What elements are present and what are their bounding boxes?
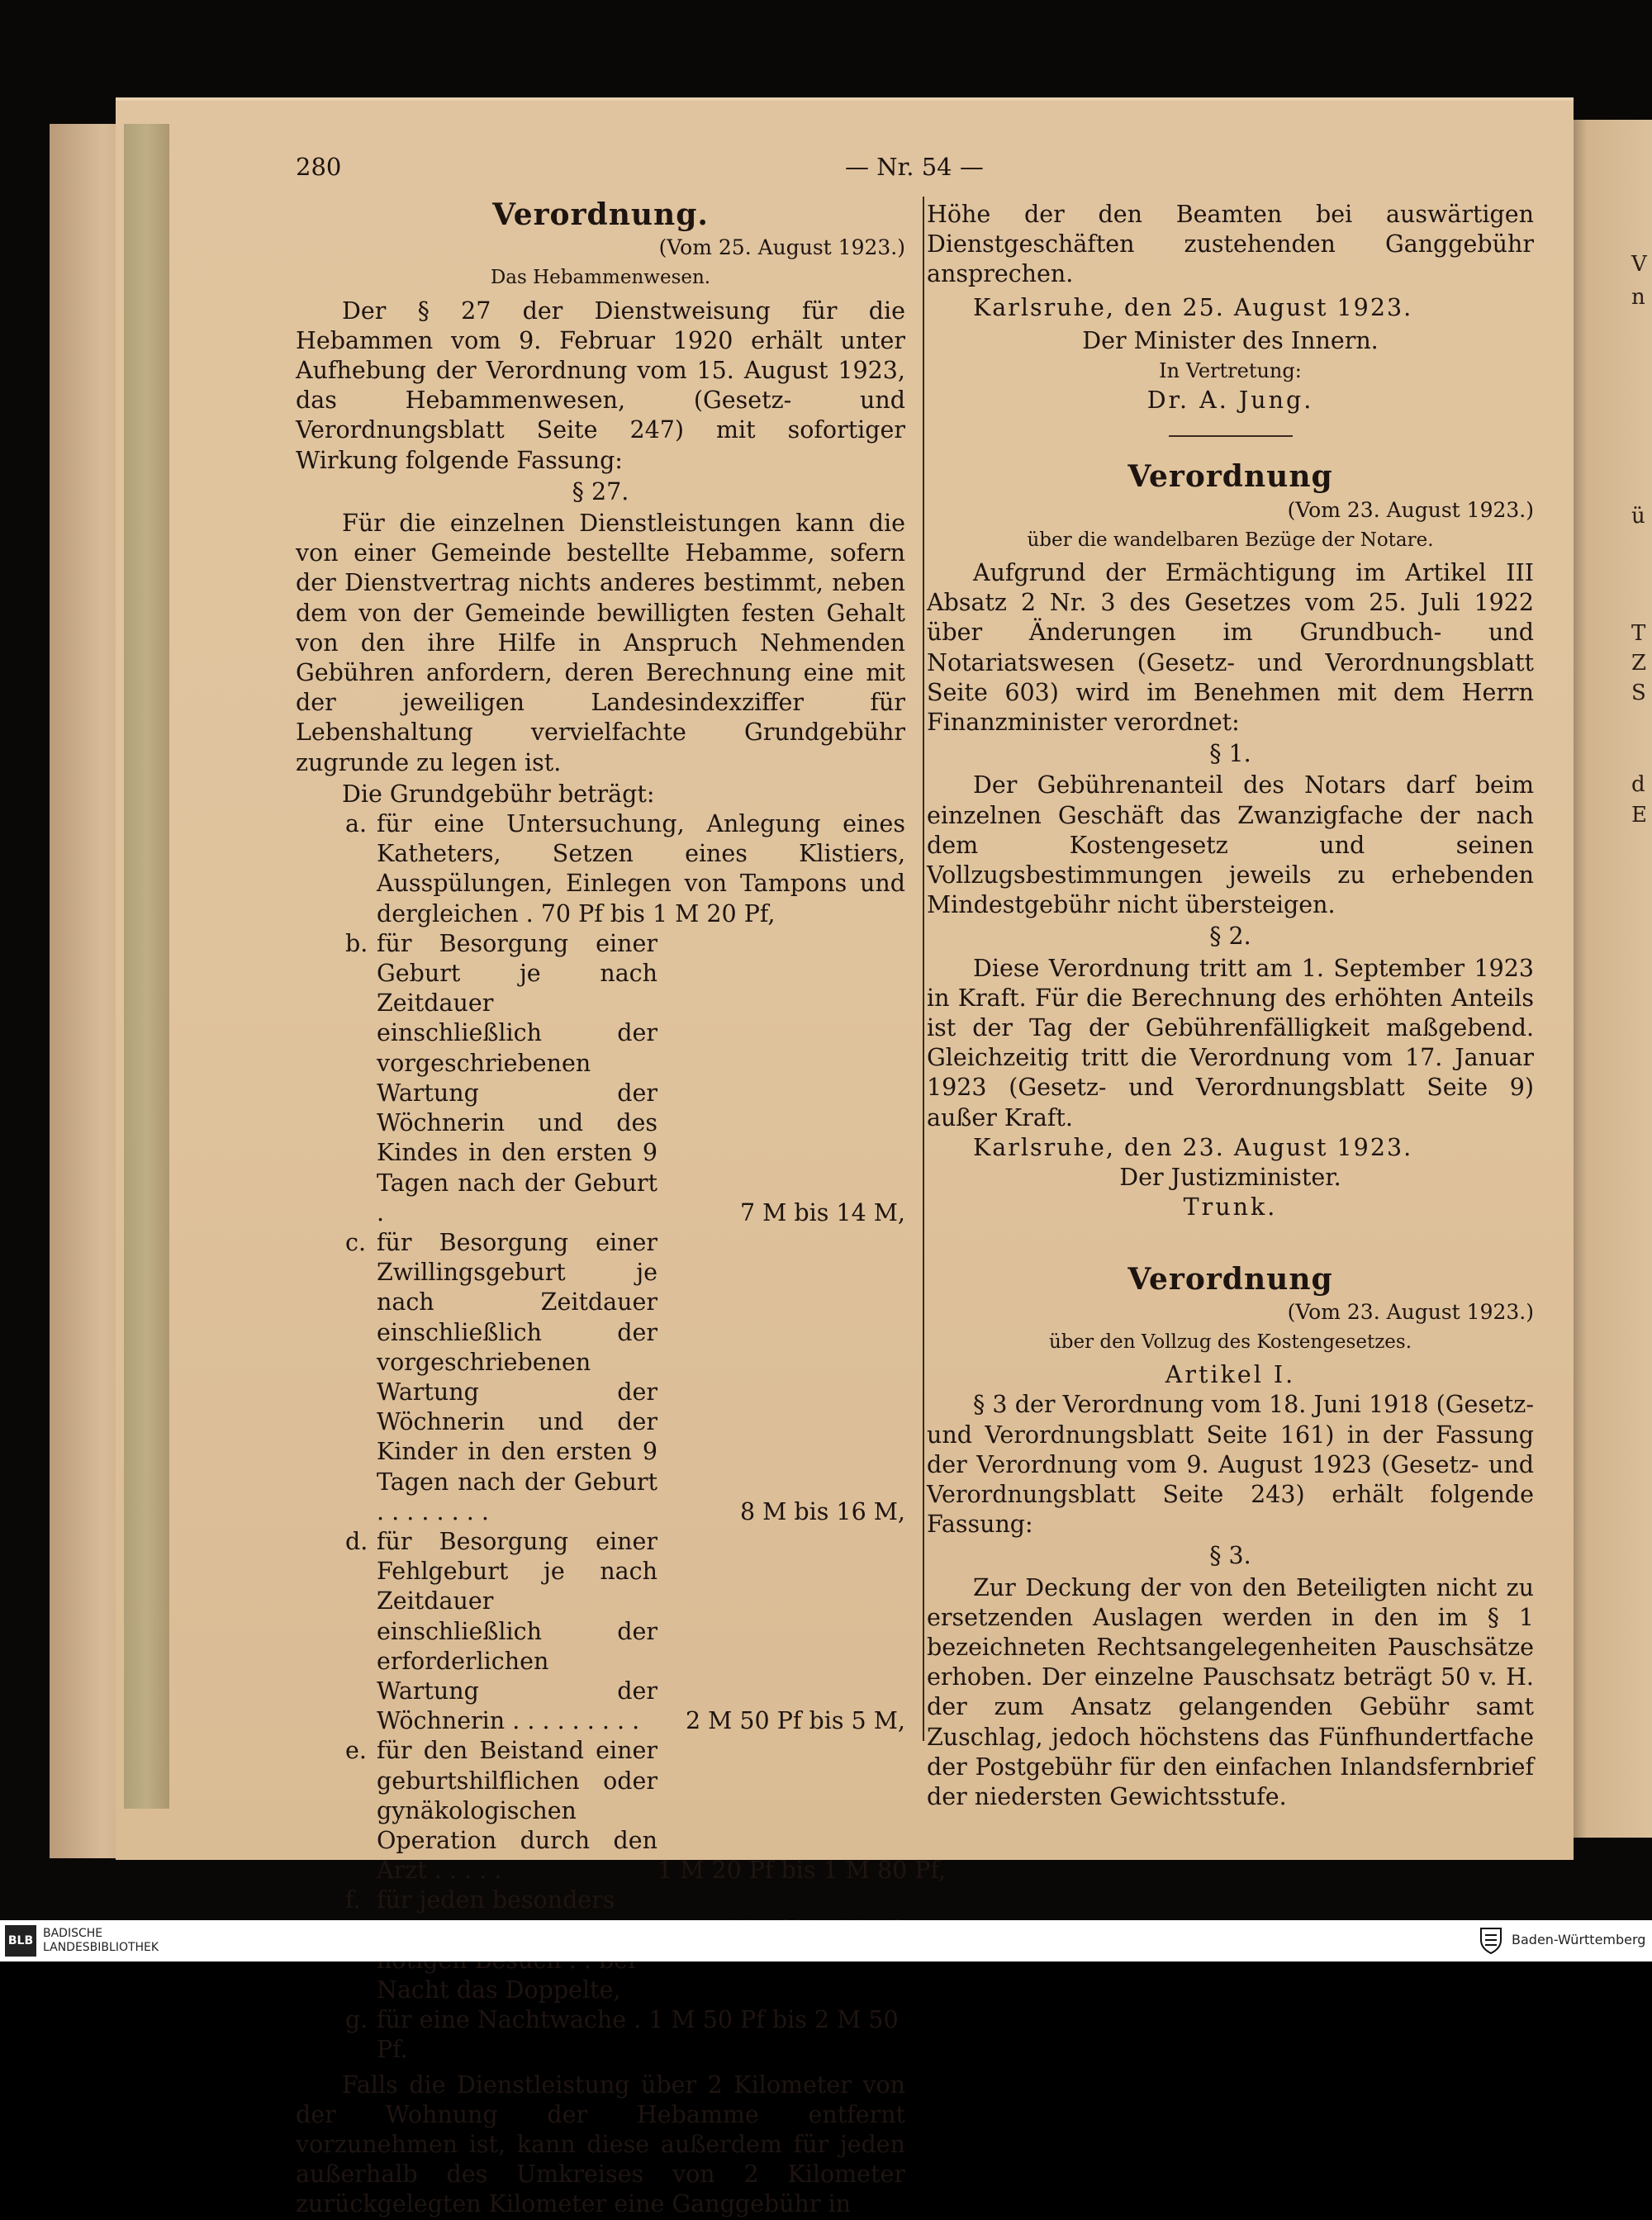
decree-intro: Aufgrund der Ermächtigung im Artikel III Absatz 2 Nr. 3 des Gesetzes vom 25. Juli 1922 über Änderungen im Grundbuch- und Notariatswesen (Gesetz- und Verordnungsblatt Seite 603) wird im Benehmen mit dem Herrn Finanzminister verordnet: bbox=[927, 559, 1534, 737]
signatory-role: Der Justizminister. bbox=[1119, 1164, 1341, 1192]
fee-intro: Die Grundgebühr beträgt: bbox=[342, 780, 655, 808]
coat-of-arms-icon bbox=[1479, 1927, 1503, 1955]
signatory-representation: In Vertretung: bbox=[1159, 359, 1302, 383]
section-sign: § 27. bbox=[572, 477, 629, 505]
decree-closing: Falls die Dienstleistung über 2 Kilometer von der Wohnung der Hebamme entfernt vorzunehmen ist, kann diese außerdem für jeden außerhalb des Umkreises von 2 Kilometer zurückgelegten Kilometer eine Ganggebühr in bbox=[296, 2071, 905, 2218]
footer-bar bbox=[0, 1920, 1652, 1961]
section-divider bbox=[1169, 435, 1293, 437]
list-item: d. für Besorgung einer Fehlgeburt je nach Zeitdauer einschließlich der erforderlichen Wartung der Wöchnerin . . . . . . . . . 2 M 50 Pf bis 5 M, bbox=[345, 1527, 905, 1736]
column-divider bbox=[923, 197, 924, 1741]
decree-title: Verordnung. bbox=[492, 197, 709, 232]
fee-list bbox=[345, 809, 947, 2066]
section-sign: § 3. bbox=[1209, 1542, 1251, 1570]
decree-date: (Vom 25. August 1923.) bbox=[658, 235, 905, 260]
list-item: c. für Besorgung einer Zwillingsgeburt je nach Zeitdauer einschließlich der vorgeschriebenen Wartung der Wöchnerin und der Kinder in den ersten 9 Tagen nach der Geburt . . . . . . . . 8 M bis 16 M, bbox=[345, 1228, 905, 1527]
list-item: b. für Besorgung einer Geburt je nach Zeitdauer einschließlich der vorgeschriebenen Wartung der Wöchnerin und des Kindes in den ersten 9 Tagen nach der Geburt . 7 M bis 14 M, bbox=[345, 929, 905, 1228]
signature-place-date: Karlsruhe, den 25. August 1923. bbox=[973, 293, 1413, 321]
library-name: BADISCHE LANDESBIBLIOTHEK bbox=[43, 1927, 159, 1954]
facing-page-fragment: V bbox=[1631, 252, 1647, 277]
blb-logo: BLB bbox=[5, 1925, 36, 1957]
continuation-text: Höhe der den Beamten bei auswärtigen Dienstgeschäften zustehenden Ganggebühr ansprechen. bbox=[927, 201, 1534, 288]
facing-page-fragment: Z bbox=[1631, 651, 1647, 676]
page-gutter bbox=[124, 124, 169, 1809]
facing-page-fragment: S bbox=[1631, 681, 1646, 705]
decree-body: Für die einzelnen Dienstleistungen kann die von einer Gemeinde bestellte Hebamme, sofern der Dienstvertrag nichts anderes bestimmt, neben dem von der Gemeinde bewilligten festen Gehalt von den ihre Hilfe in Anspruch Nehmenden Gebühren anfordern, deren Berechnung eine mit der jeweiligen Landesindexziffer für Lebenshaltung vervielfachte Grundgebühr zugrunde zu legen ist. bbox=[296, 510, 905, 776]
fee-amount: 8 M bis 16 M, bbox=[739, 1497, 905, 1525]
facing-page-fragment: n bbox=[1631, 285, 1645, 310]
decree-subject: über die wandelbaren Bezüge der Notare. bbox=[1027, 529, 1434, 551]
decree-intro: § 3 der Verordnung vom 18. Juni 1918 (Gesetz- und Verordnungsblatt Seite 161) in der Fassung der Verordnung vom 9. August 1923 (Gesetz- und Verordnungsblatt Seite 243) erhält folgende Fassung: bbox=[927, 1391, 1534, 1539]
list-item: g. für eine Nachtwache . 1 M 50 Pf bis 2 M 50 Pf. bbox=[345, 2006, 899, 2064]
right-column bbox=[927, 200, 1534, 1812]
page-number: 280 bbox=[296, 153, 342, 181]
decree-subject: über den Vollzug des Kostengesetzes. bbox=[1048, 1331, 1412, 1353]
signatory-name: Dr. A. Jung. bbox=[1146, 387, 1314, 415]
facing-page-fragment: T bbox=[1631, 621, 1646, 646]
state-name: Baden-Württemberg bbox=[1512, 1932, 1646, 1947]
list-item: f. für jeden besonders Nacht das Doppelte, bbox=[345, 1886, 905, 2005]
decree-date: (Vom 23. August 1923.) bbox=[1287, 1299, 1534, 1324]
signatory-role: Der Minister des Innern. bbox=[1082, 326, 1379, 354]
left-column bbox=[296, 197, 947, 2220]
decree-intro: Der § 27 der Dienstweisung für die Hebammen vom 9. Februar 1920 erhält unter Aufhebung der Verordnung vom 15. August 1923, das Hebammenwesen, (Gesetz- und Verordnungsblatt Seite 247) mit sofortiger Wirkung folgende Fassung: bbox=[296, 296, 905, 474]
fee-amount: 2 M 50 Pf bis 5 M, bbox=[685, 1707, 905, 1735]
fee-amount: 1 M 20 Pf bis 1 M 80 Pf, bbox=[657, 1857, 947, 1885]
decree-date: (Vom 23. August 1923.) bbox=[1287, 497, 1534, 522]
facing-page-fragment: ü bbox=[1631, 504, 1645, 529]
issue-number: — Nr. 54 — bbox=[845, 153, 984, 181]
facing-page-fragment: d bbox=[1631, 772, 1645, 797]
decree-paragraph: Diese Verordnung tritt am 1. September 1923 in Kraft. Für die Berechnung des erhöhten Anteils ist der Tag der Gebührenfälligkeit maßgebend. Gleichzeitig tritt die Verordnung vom 17. Januar 1923 (Gesetz- und Verordnungsblatt Seite 9) außer Kraft. bbox=[927, 954, 1534, 1131]
list-item: e. für den Beistand einer geburtshilflichen oder gynäkologischen Operation durch den Arzt . . . . . 1 M 20 Pf bis 1 M 80 Pf, bbox=[345, 1736, 905, 1886]
section-sign: § 2. bbox=[1209, 923, 1251, 951]
fee-amount: 7 M bis 14 M, bbox=[739, 1198, 905, 1226]
decree-paragraph: Zur Deckung der von den Beteiligten nicht zu ersetzenden Auslagen werden in den im § 1 bezeichneten Rechtsangelegenheiten Pauschsätze erhoben. Der einzelne Pauschsatz beträgt 50 v. H. der zum Ansatz gelangenden Gebühr samt Zuschlag, jedoch höchstens das Fünfhundertfache der Postgebühr für den einfachen Inlandsfernbrief der niedersten Gewichtsstufe. bbox=[927, 1573, 1534, 1810]
section-sign: § 1. bbox=[1209, 740, 1251, 768]
decree-title: Verordnung bbox=[1127, 1261, 1333, 1297]
list-item: a. für eine Untersuchung, Anlegung eines Katheters, Setzen eines Klistiers, Ausspülungen, Einlegen von Tampons und dergleichen . 70 Pf bis 1 M 20 Pf, bbox=[345, 810, 905, 927]
decree-subject: Das Hebammenwesen. bbox=[490, 267, 711, 289]
facing-page bbox=[1565, 120, 1652, 1838]
decree-title: Verordnung bbox=[1127, 459, 1333, 495]
signatory-name: Trunk. bbox=[1183, 1193, 1278, 1221]
facing-page-fragment: E bbox=[1631, 803, 1647, 828]
article-heading: Artikel I. bbox=[1165, 1361, 1296, 1389]
signature-place-date: Karlsruhe, den 23. August 1923. bbox=[973, 1133, 1413, 1161]
decree-paragraph: Der Gebührenanteil des Notars darf beim einzelnen Geschäft das Zwanzigfache der nach dem Kostengesetz und seinen Vollzugsbestimmungen jeweils zu erhebenden Mindestgebühr nicht übersteigen. bbox=[927, 771, 1534, 919]
